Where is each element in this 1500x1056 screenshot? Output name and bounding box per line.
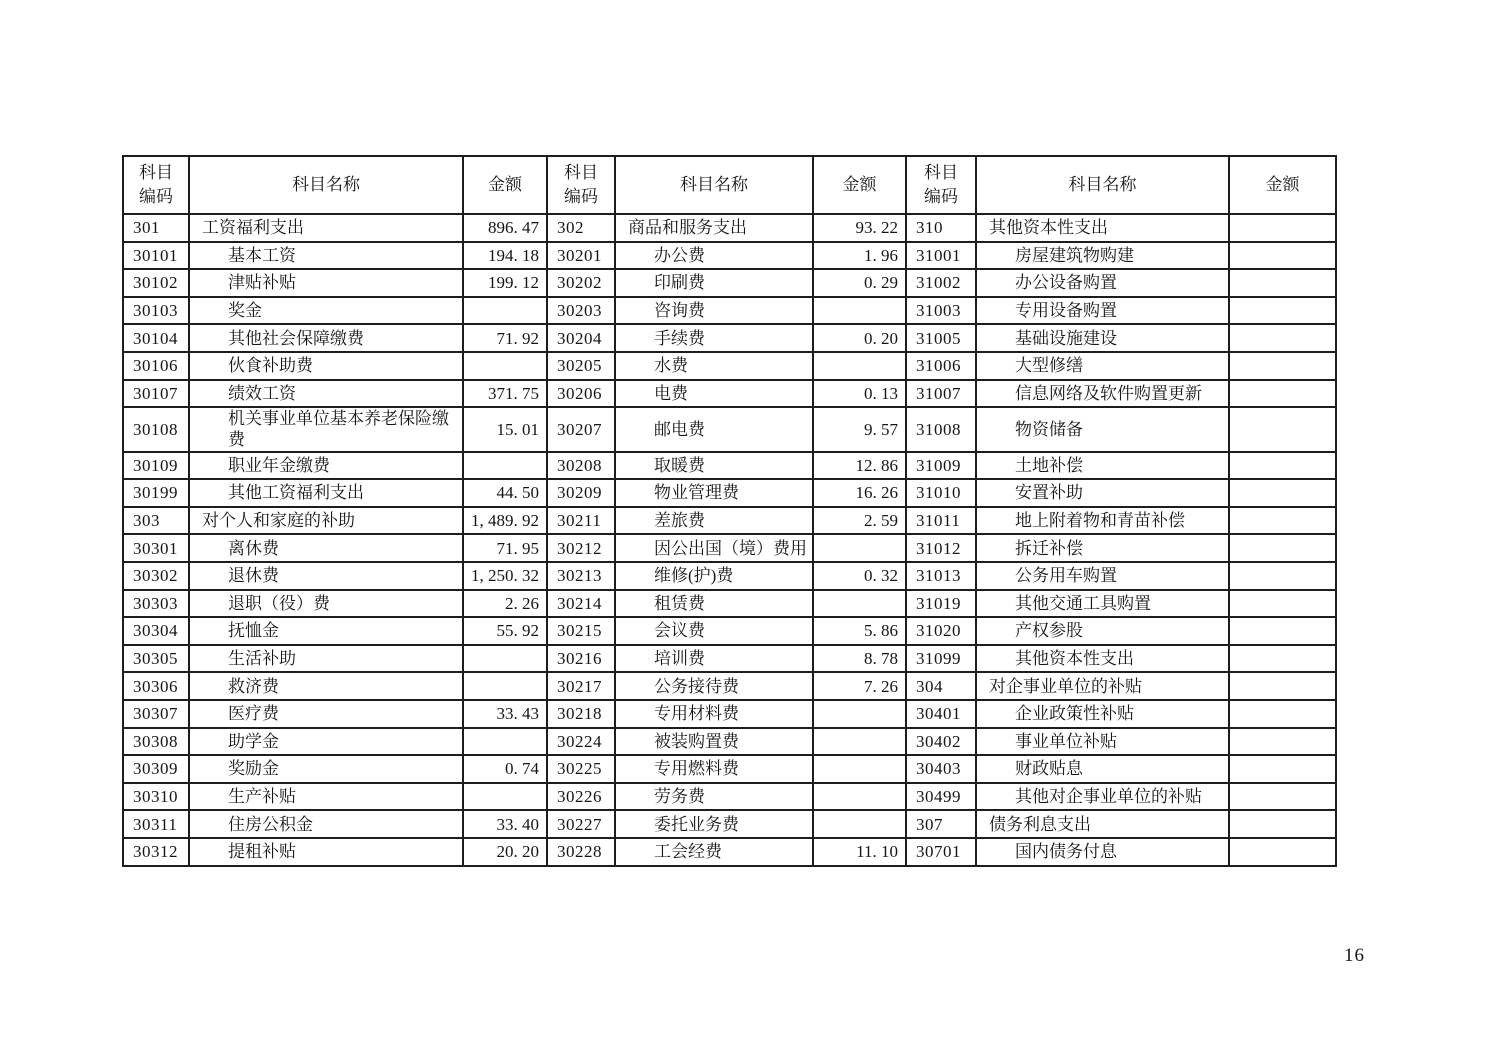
amount-cell: 7. 26 [813,672,906,700]
amount-header: 金额 [1229,156,1336,214]
code-cell: 31007 [906,380,976,408]
amount-cell [1229,297,1336,325]
code-cell: 307 [906,810,976,838]
code-cell: 30211 [547,507,615,535]
code-cell: 301 [123,214,189,242]
code-header-label: 科目编码 [564,163,598,206]
amount-cell [463,672,547,700]
amount-cell [1229,672,1336,700]
code-cell: 31099 [906,645,976,673]
code-cell: 30228 [547,838,615,866]
amount-cell: 0. 74 [463,755,547,783]
name-cell: 租赁费 [615,590,813,618]
amount-cell: 0. 13 [813,380,906,408]
name-cell: 对企事业单位的补贴 [976,672,1229,700]
code-cell: 30306 [123,672,189,700]
name-cell: 机关事业单位基本养老保险缴费 [189,407,463,452]
amount-cell [813,755,906,783]
code-cell: 30401 [906,700,976,728]
amount-cell: 33. 43 [463,700,547,728]
table-row [123,269,1336,297]
name-cell: 医疗费 [189,700,463,728]
name-cell: 奖励金 [189,755,463,783]
name-cell: 绩效工资 [189,380,463,408]
amount-cell [1229,324,1336,352]
table-row [123,324,1336,352]
name-cell: 商品和服务支出 [615,214,813,242]
amount-cell: 15. 01 [463,407,547,452]
code-cell: 30216 [547,645,615,673]
code-cell: 31011 [906,507,976,535]
amount-cell: 71. 92 [463,324,547,352]
name-cell: 助学金 [189,728,463,756]
amount-cell [1229,380,1336,408]
amount-cell [1229,242,1336,270]
amount-cell [813,297,906,325]
amount-cell [1229,452,1336,480]
name-cell: 手续费 [615,324,813,352]
amount-cell: 2. 26 [463,590,547,618]
name-cell: 拆迁补偿 [976,534,1229,562]
amount-cell [1229,617,1336,645]
code-cell: 30208 [547,452,615,480]
table-row [123,242,1336,270]
name-cell: 信息网络及软件购置更新 [976,380,1229,408]
code-cell: 30106 [123,352,189,380]
name-cell: 物资储备 [976,407,1229,452]
code-cell: 31002 [906,269,976,297]
amount-cell: 5. 86 [813,617,906,645]
amount-cell [1229,534,1336,562]
name-cell: 专用燃料费 [615,755,813,783]
code-cell: 30201 [547,242,615,270]
table-row [123,534,1336,562]
table-row [123,810,1336,838]
name-cell: 其他工资福利支出 [189,479,463,507]
name-cell: 企业政策性补贴 [976,700,1229,728]
name-cell: 专用材料费 [615,700,813,728]
amount-cell [1229,838,1336,866]
code-cell: 30310 [123,783,189,811]
table-row [123,507,1336,535]
amount-cell: 0. 29 [813,269,906,297]
amount-cell: 93. 22 [813,214,906,242]
code-cell: 30227 [547,810,615,838]
amount-cell: 2. 59 [813,507,906,535]
code-cell: 30312 [123,838,189,866]
amount-cell [1229,783,1336,811]
name-cell: 退职（役）费 [189,590,463,618]
amount-cell [1229,407,1336,452]
code-cell: 31003 [906,297,976,325]
amount-cell [813,352,906,380]
table-row [123,380,1336,408]
amount-cell [463,297,547,325]
code-cell: 30107 [123,380,189,408]
code-cell: 30205 [547,352,615,380]
name-cell: 职业年金缴费 [189,452,463,480]
name-cell: 水费 [615,352,813,380]
name-cell: 因公出国（境）费用 [615,534,813,562]
name-header: 科目名称 [976,156,1229,214]
header-row [123,156,1336,214]
amount-cell [1229,755,1336,783]
code-header [906,156,976,214]
table-row [123,562,1336,590]
code-header [547,156,615,214]
table-row [123,407,1336,452]
name-cell: 培训费 [615,645,813,673]
table-row [123,214,1336,242]
name-cell: 电费 [615,380,813,408]
name-cell: 咨询费 [615,297,813,325]
name-cell: 地上附着物和青苗补偿 [976,507,1229,535]
amount-cell: 199. 12 [463,269,547,297]
code-cell: 30402 [906,728,976,756]
name-cell: 被装购置费 [615,728,813,756]
code-cell: 30101 [123,242,189,270]
code-cell: 30207 [547,407,615,452]
name-cell: 工会经费 [615,838,813,866]
code-cell: 30202 [547,269,615,297]
code-header-label: 科目编码 [924,163,958,206]
amount-cell: 1, 250. 32 [463,562,547,590]
name-cell: 会议费 [615,617,813,645]
name-cell: 其他对企事业单位的补贴 [976,783,1229,811]
table-row [123,783,1336,811]
amount-header: 金额 [463,156,547,214]
table-row [123,479,1336,507]
name-cell: 印刷费 [615,269,813,297]
code-cell: 31012 [906,534,976,562]
amount-cell: 9. 57 [813,407,906,452]
code-header [123,156,189,214]
name-cell: 事业单位补贴 [976,728,1229,756]
table-row [123,672,1336,700]
amount-cell: 12. 86 [813,452,906,480]
code-cell: 30103 [123,297,189,325]
amount-cell: 1, 489. 92 [463,507,547,535]
code-cell: 30206 [547,380,615,408]
name-cell: 公务用车购置 [976,562,1229,590]
amount-cell: 1. 96 [813,242,906,270]
code-cell: 30305 [123,645,189,673]
code-cell: 31013 [906,562,976,590]
name-cell: 住房公积金 [189,810,463,838]
name-cell: 财政贴息 [976,755,1229,783]
amount-cell: 0. 20 [813,324,906,352]
code-cell: 31019 [906,590,976,618]
amount-cell [1229,728,1336,756]
code-cell: 310 [906,214,976,242]
amount-cell: 194. 18 [463,242,547,270]
name-cell: 基础设施建设 [976,324,1229,352]
name-cell: 房屋建筑物购建 [976,242,1229,270]
code-cell: 30301 [123,534,189,562]
code-cell: 30302 [123,562,189,590]
name-cell: 大型修缮 [976,352,1229,380]
name-cell: 奖金 [189,297,463,325]
name-cell: 维修(护)费 [615,562,813,590]
code-cell: 30226 [547,783,615,811]
amount-cell: 71. 95 [463,534,547,562]
name-cell: 津贴补贴 [189,269,463,297]
code-cell: 30303 [123,590,189,618]
code-cell: 30109 [123,452,189,480]
name-cell: 差旅费 [615,507,813,535]
name-cell: 其他交通工具购置 [976,590,1229,618]
amount-cell: 33. 40 [463,810,547,838]
code-cell: 30209 [547,479,615,507]
code-cell: 30309 [123,755,189,783]
code-cell: 30215 [547,617,615,645]
amount-cell [463,728,547,756]
name-cell: 安置补助 [976,479,1229,507]
table-row [123,728,1336,756]
table-row [123,590,1336,618]
amount-cell [813,728,906,756]
code-cell: 30311 [123,810,189,838]
amount-cell [1229,352,1336,380]
amount-cell: 371. 75 [463,380,547,408]
name-cell: 离休费 [189,534,463,562]
code-cell: 31020 [906,617,976,645]
table-row [123,617,1336,645]
amount-cell [1229,562,1336,590]
amount-cell [1229,700,1336,728]
name-cell: 公务接待费 [615,672,813,700]
name-cell: 工资福利支出 [189,214,463,242]
code-cell: 30104 [123,324,189,352]
amount-header: 金额 [813,156,906,214]
code-cell: 30108 [123,407,189,452]
name-cell: 专用设备购置 [976,297,1229,325]
amount-cell [813,783,906,811]
amount-cell [1229,269,1336,297]
name-cell: 国内债务付息 [976,838,1229,866]
code-cell: 31005 [906,324,976,352]
code-cell: 30701 [906,838,976,866]
amount-cell [1229,810,1336,838]
name-cell: 其他资本性支出 [976,645,1229,673]
amount-cell [1229,214,1336,242]
name-cell: 救济费 [189,672,463,700]
amount-cell: 55. 92 [463,617,547,645]
code-header-label: 科目编码 [139,163,173,206]
code-cell: 302 [547,214,615,242]
name-cell: 生产补贴 [189,783,463,811]
amount-cell [813,810,906,838]
code-cell: 30199 [123,479,189,507]
amount-cell: 11. 10 [813,838,906,866]
code-cell: 304 [906,672,976,700]
table-row [123,838,1336,866]
name-cell: 基本工资 [189,242,463,270]
code-cell: 31001 [906,242,976,270]
code-cell: 30307 [123,700,189,728]
code-cell: 31008 [906,407,976,452]
code-cell: 31006 [906,352,976,380]
budget-table [122,155,1337,867]
table-header [123,156,1336,214]
amount-cell [463,352,547,380]
code-cell: 30213 [547,562,615,590]
amount-cell: 16. 26 [813,479,906,507]
name-cell: 退休费 [189,562,463,590]
page-number: 16 [1344,945,1365,966]
name-cell: 邮电费 [615,407,813,452]
name-cell: 债务利息支出 [976,810,1229,838]
name-cell: 生活补助 [189,645,463,673]
amount-cell [813,590,906,618]
name-cell: 提租补贴 [189,838,463,866]
name-cell: 取暖费 [615,452,813,480]
amount-cell [1229,479,1336,507]
code-cell: 30214 [547,590,615,618]
code-cell: 303 [123,507,189,535]
name-header: 科目名称 [615,156,813,214]
code-cell: 30403 [906,755,976,783]
code-cell: 30203 [547,297,615,325]
code-cell: 30225 [547,755,615,783]
code-cell: 30304 [123,617,189,645]
code-cell: 30212 [547,534,615,562]
code-cell: 31010 [906,479,976,507]
code-cell: 30224 [547,728,615,756]
code-cell: 31009 [906,452,976,480]
name-cell: 办公设备购置 [976,269,1229,297]
code-cell: 30217 [547,672,615,700]
amount-cell [813,700,906,728]
amount-cell [813,534,906,562]
amount-cell: 20. 20 [463,838,547,866]
amount-cell: 44. 50 [463,479,547,507]
table-row [123,352,1336,380]
name-cell: 办公费 [615,242,813,270]
code-cell: 30499 [906,783,976,811]
amount-cell: 896. 47 [463,214,547,242]
name-cell: 劳务费 [615,783,813,811]
table-row [123,755,1336,783]
amount-cell [463,452,547,480]
name-header: 科目名称 [189,156,463,214]
table-row [123,452,1336,480]
amount-cell [1229,590,1336,618]
name-cell: 土地补偿 [976,452,1229,480]
name-cell: 委托业务费 [615,810,813,838]
name-cell: 对个人和家庭的补助 [189,507,463,535]
code-cell: 30218 [547,700,615,728]
amount-cell [463,783,547,811]
name-cell: 其他社会保障缴费 [189,324,463,352]
name-cell: 物业管理费 [615,479,813,507]
code-cell: 30102 [123,269,189,297]
name-cell: 产权参股 [976,617,1229,645]
amount-cell: 0. 32 [813,562,906,590]
amount-cell [1229,645,1336,673]
amount-cell [463,645,547,673]
amount-cell [1229,507,1336,535]
code-cell: 30204 [547,324,615,352]
table-row [123,297,1336,325]
table-row [123,645,1336,673]
amount-cell: 8. 78 [813,645,906,673]
table-row [123,700,1336,728]
name-cell: 抚恤金 [189,617,463,645]
name-cell: 其他资本性支出 [976,214,1229,242]
table-body [123,214,1336,866]
name-cell: 伙食补助费 [189,352,463,380]
code-cell: 30308 [123,728,189,756]
